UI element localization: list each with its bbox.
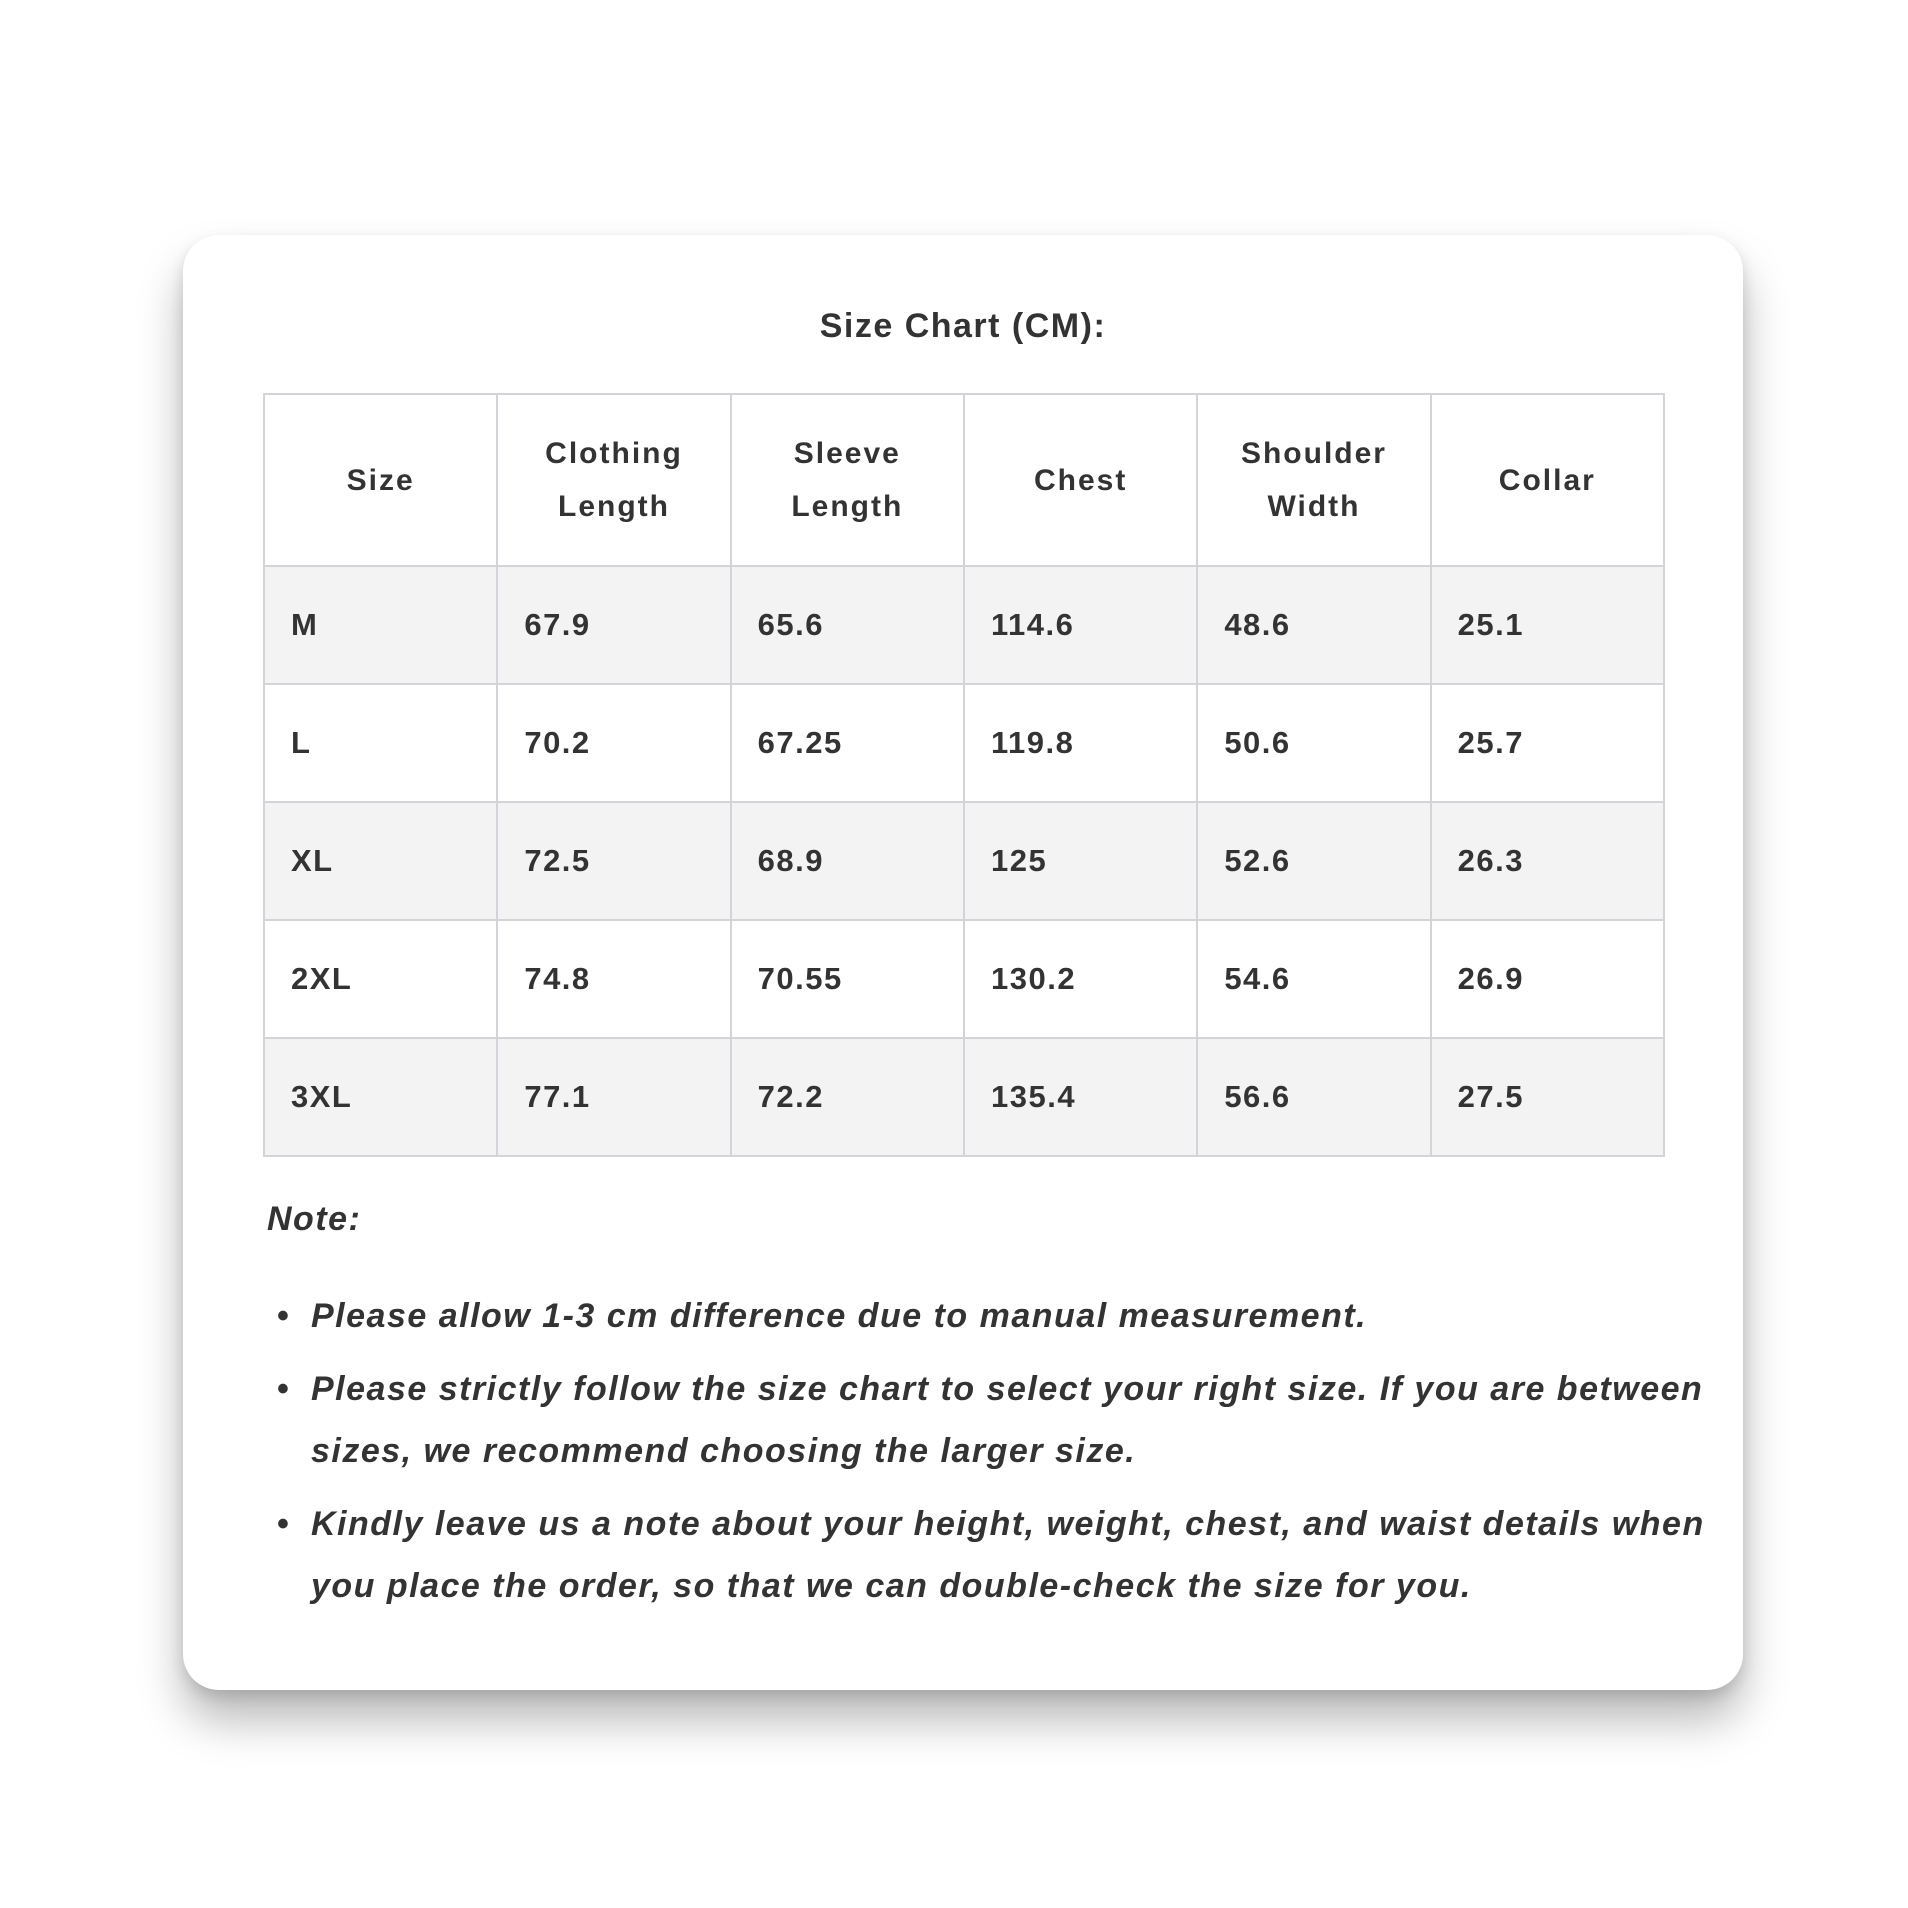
cell-chest: 125	[964, 802, 1197, 920]
table-row	[264, 566, 1664, 684]
cell-collar: 25.7	[1431, 684, 1664, 802]
header-collar: Collar	[1431, 394, 1664, 566]
cell-size: 2XL	[264, 920, 497, 1038]
cell-sleeve-length: 70.55	[731, 920, 964, 1038]
header-shoulder-width: Shoulder Width	[1197, 394, 1430, 566]
cell-shoulder-width: 54.6	[1197, 920, 1430, 1038]
bullet-icon: •	[277, 1370, 291, 1408]
note-item: • Please strictly follow the size chart to select your right size. If you are between sizes, we recommend choosing the larger size.	[311, 1358, 1711, 1482]
table-row	[264, 920, 1664, 1038]
header-size: Size	[264, 394, 497, 566]
cell-collar: 25.1	[1431, 566, 1664, 684]
cell-chest: 135.4	[964, 1038, 1197, 1156]
header-clothing-length: Clothing Length	[497, 394, 730, 566]
cell-shoulder-width: 52.6	[1197, 802, 1430, 920]
cell-size: 3XL	[264, 1038, 497, 1156]
cell-size: M	[264, 566, 497, 684]
note-item: • Kindly leave us a note about your height, weight, chest, and waist details when you place the order, so that we can double-check the size for you.	[311, 1493, 1711, 1617]
bullet-icon: •	[277, 1505, 291, 1543]
table-row	[264, 684, 1664, 802]
cell-clothing-length: 74.8	[497, 920, 730, 1038]
table-row	[264, 1038, 1664, 1156]
size-chart-table	[263, 393, 1665, 1157]
cell-clothing-length: 70.2	[497, 684, 730, 802]
cell-size: XL	[264, 802, 497, 920]
size-chart-card	[183, 235, 1743, 1690]
note-label: Note:	[267, 1200, 362, 1238]
cell-collar: 27.5	[1431, 1038, 1664, 1156]
cell-chest: 114.6	[964, 566, 1197, 684]
cell-size: L	[264, 684, 497, 802]
table-header-row	[264, 394, 1664, 566]
cell-chest: 119.8	[964, 684, 1197, 802]
header-chest: Chest	[964, 394, 1197, 566]
note-list	[267, 1285, 1711, 1628]
header-sleeve-length: Sleeve Length	[731, 394, 964, 566]
table-row	[264, 802, 1664, 920]
cell-sleeve-length: 67.25	[731, 684, 964, 802]
cell-collar: 26.3	[1431, 802, 1664, 920]
cell-clothing-length: 72.5	[497, 802, 730, 920]
cell-sleeve-length: 72.2	[731, 1038, 964, 1156]
cell-shoulder-width: 50.6	[1197, 684, 1430, 802]
cell-collar: 26.9	[1431, 920, 1664, 1038]
cell-shoulder-width: 56.6	[1197, 1038, 1430, 1156]
cell-sleeve-length: 68.9	[731, 802, 964, 920]
cell-clothing-length: 67.9	[497, 566, 730, 684]
size-chart-title: Size Chart (CM):	[819, 307, 1107, 345]
bullet-icon: •	[277, 1297, 291, 1335]
cell-clothing-length: 77.1	[497, 1038, 730, 1156]
cell-shoulder-width: 48.6	[1197, 566, 1430, 684]
note-item: • Please allow 1-3 cm difference due to manual measurement.	[311, 1285, 1711, 1347]
cell-sleeve-length: 65.6	[731, 566, 964, 684]
cell-chest: 130.2	[964, 920, 1197, 1038]
